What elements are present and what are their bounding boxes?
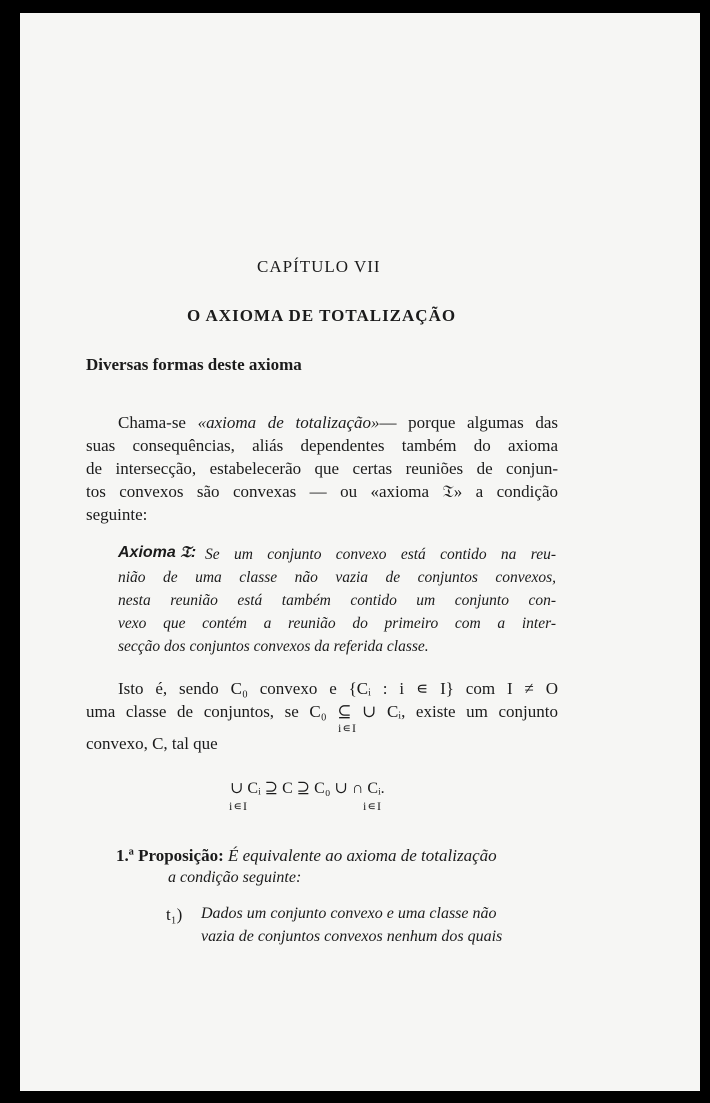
axiom-line-2: nião de uma classe não vazia de conjuntos convexos, <box>118 569 556 586</box>
statement-line-1: Isto é, sendo C₀ convexo e {Cᵢ : i ∊ I} com I ≠ O <box>118 679 558 698</box>
intro-line-1: Chama-se «axioma de totalização»— porque algumas das <box>118 413 558 432</box>
axiom-line-1: Se um conjunto convexo está contido na reu- <box>205 546 556 563</box>
proposition-line-2: a condição seguinte: <box>168 869 302 886</box>
book-page <box>20 13 700 1091</box>
axiom-line-5: secção dos conjuntos convexos da referida classe. <box>118 638 429 655</box>
intro-line-5: seguinte: <box>86 505 148 524</box>
axiom-line-4: vexo que contém a reunião do primeiro com a inter- <box>118 615 556 632</box>
statement-line-3: convexo, C, tal que <box>86 734 218 753</box>
intro-line-4: tos convexos são convexas — ou «axioma 𝔗» a condição <box>86 482 558 501</box>
formula-index-left: i∊I <box>229 799 248 813</box>
axiom-label: Axioma 𝔗: <box>118 544 197 561</box>
chapter-title: O AXIOMA DE TOTALIZAÇÃO <box>187 306 457 325</box>
t1-line-2: vazia de conjuntos convexos nenhum dos quais <box>201 928 503 945</box>
statement-line-2: uma classe de conjuntos, se C₀ ⊆ ∪ Cᵢ, existe um conjunto <box>86 702 558 721</box>
axiom-line-3: nesta reunião está também contido um conjunto con- <box>118 592 556 609</box>
t1-line-1: Dados um conjunto convexo e uma classe não <box>201 905 497 922</box>
formula-main: ∪ Cᵢ ⊇ C ⊇ C₀ ∪ ∩ Cᵢ. <box>230 780 385 797</box>
t1-label: t₁) <box>166 905 183 924</box>
intro-line-2: suas consequências, aliás dependentes também do axioma <box>86 436 558 455</box>
proposition-heading: 1.ª Proposição: É equivalente ao axioma de totalização <box>116 846 497 865</box>
statement-union-index: i∊I <box>338 721 357 735</box>
section-heading: Diversas formas deste axioma <box>86 355 302 374</box>
formula-index-right: i∊I <box>363 799 382 813</box>
chapter-heading: CAPÍTULO VII <box>257 257 381 276</box>
intro-line-3: de intersecção, estabelecerão que certas reuniões de conjun- <box>86 459 558 478</box>
